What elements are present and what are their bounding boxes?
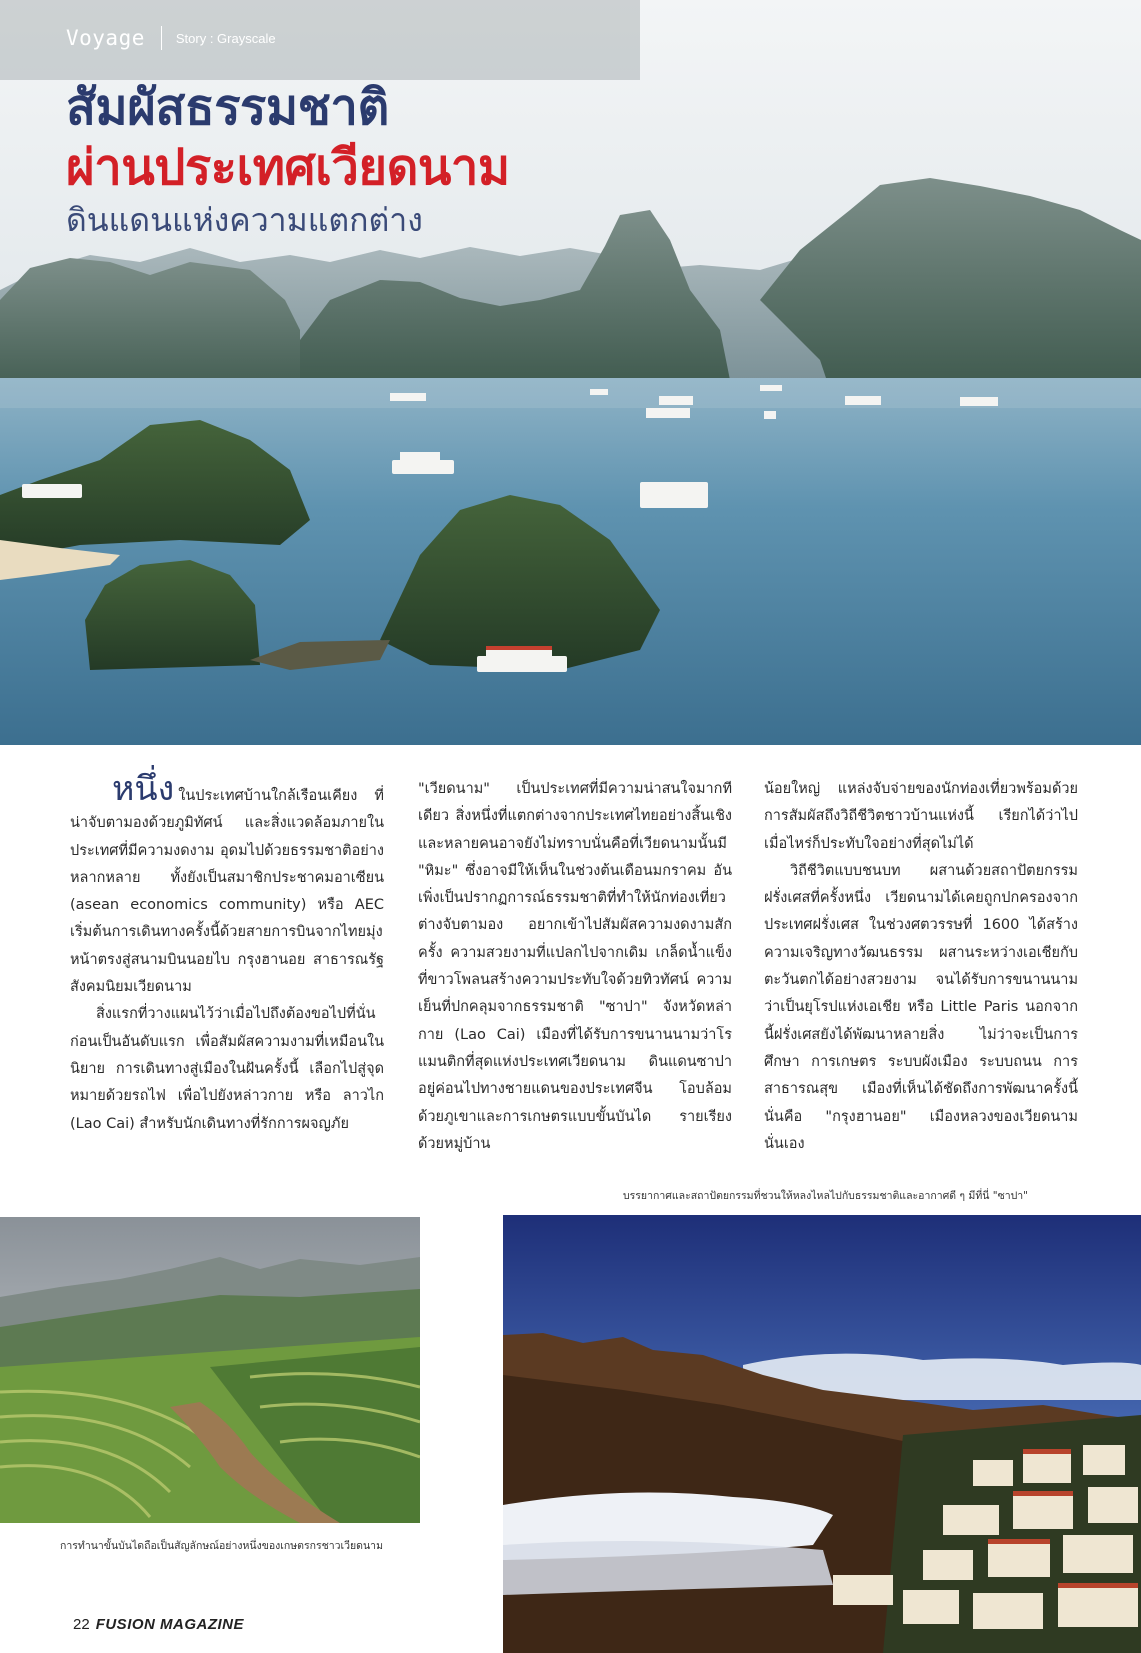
title-line-2: ผ่านประเทศเวียดนาม — [66, 139, 510, 196]
page-folio — [73, 1616, 244, 1633]
paragraph-4: น้อยใหญ่ แหล่งจับจ่ายของนักท่องเที่ยวพร้อมด้วยการสัมผัสถึงวิถีชีวิตชาวบ้านแห่งนี้ เรียกได้ว่าไปเมื่อไหร่ก็ประทับใจอย่างที่สุดไม่ได้ — [764, 781, 1078, 852]
paragraph-2: สิ่งแรกที่วางแผนไว้ว่าเมื่อไปถึงต้องขอไปที่นั่นก่อนเป็นอันดับแรก เพื่อสัมผัสความงามที่เหมือนในนิยาย การเดินทางสู่เมืองในฝันครั้งนี้ เลือกไปสู่จุดหมายด้วยรถไฟ เพื่อไปยังหล่าวกาย หรือ ลาวไก (Lao Cai) สำหรับนักเดินทางที่รักการผจญภัย — [70, 1006, 384, 1132]
article-title — [66, 78, 510, 242]
story-credit: Story : Grayscale — [175, 30, 276, 46]
article-column-2 — [418, 776, 732, 1158]
title-subtitle: ดินแดนแห่งความแตกต่าง — [66, 201, 423, 239]
magazine-name: FUSION MAGAZINE — [95, 1616, 245, 1633]
paragraph-3: "เวียดนาม" เป็นประเทศที่มีความน่าสนใจมากทีเดียว สิ่งหนึ่งที่แตกต่างจากประเทศไทยอย่างสิ้นเชิง และหลายคนอาจยังไม่ทราบนั่นคือที่เวียดนามนั้นมี "หิมะ" ซึ่งอาจมีให้เห็นในช่วงต้นเดือนมกราคม อันเพิ่งเป็นปรากฏการณ์ธรรมชาติที่ทำให้นักท่องเที่ยวต่างจับตามอง อยากเข้าไปสัมผัสความงดงามสักครั้ง ความสวยงามที่แปลกไปจากเดิม เกล็ดน้ำแข็งที่ขาวโพลนสร้างความประทับใจด้วยทิวทัศน์ ความเย็นที่ปกคลุมจากธรรมชาติ "ซาปา" จังหวัดหล่ากาย (Lao Cai) เมืองที่ได้รับการขนานนามว่าโรแมนติกที่สุดแห่งประเทศเวียดนาม ดินแดนซาปา อยู่ค่อนไปทางชายแดนของประเทศจีน โอบล้อมด้วยภูเขาและการเกษตรแบบขั้นบันได รายเรียงด้วยหมู่บ้าน — [418, 781, 732, 1152]
article-column-1 — [70, 769, 384, 1138]
title-line-1: สัมผัสธรรมชาติ — [66, 79, 389, 136]
section-tag — [66, 26, 276, 50]
paragraph-5: วิถีชีวิตแบบชนบท ผสานด้วยสถาปัตยกรรมฝรั่งเศสที่ครั้งหนึ่ง เวียดนามได้เคยถูกปกครองจากประเทศฝรั่งเศส ในช่วงศตวรรษที่ 1600 ได้สร้างความเจริญทางวัฒนธรรม ผสานระหว่างเอเชียกับตะวันตกได้อย่างสวยงาม จนได้รับการขนานนามว่าเป็นยุโรปแห่งเอเชีย หรือ Little Paris นอกจากนี้ฝรั่งเศสยังได้พัฒนาหลายสิ่ง ไม่ว่าจะเป็นการศึกษา การเกษตร ระบบผังเมือง ระบบถนน การสาธารณสุข เมืองที่เห็นได้ชัดถึงการพัฒนาครั้งนี้นั่นคือ "กรุงฮานอย" เมืองหลวงของเวียดนามนั่นเอง — [764, 862, 1078, 1152]
sapa-caption: บรรยากาศและสถาปัตยกรรมที่ชวนให้หลงไหลไปกับธรรมชาติและอากาศดี ๆ มีที่นี่ "ซาปา" — [622, 1190, 1028, 1202]
section-name: Voyage — [66, 26, 145, 50]
sapa-photo-icon — [503, 1215, 1141, 1653]
drop-word: หนึ่ง — [112, 769, 175, 809]
terrace-photo-icon — [0, 1217, 420, 1523]
article-column-3 — [764, 776, 1078, 1158]
tag-divider — [161, 26, 162, 50]
paragraph-1-text: ในประเทศบ้านใกล้เรือนเคียง ที่น่าจับตามองด้วยภูมิทัศน์ และสิ่งแวดล้อมภายในประเทศที่มีความงดงาม อุดมไปด้วยธรรมชาติอย่างหลากหลาย ทั้งยังเป็นสมาชิกประชาคมอาเซียน (asean economics community) หรือ AEC เริ่มต้นการเดินทางครั้งนี้ด้วยสายการบินจากไทยมุ่งหน้าตรงสู่สนามบินนอยไบ กรุงฮานอย สาธารณรัฐสังคมนิยมเวียดนาม — [70, 788, 384, 996]
terrace-photo — [0, 1217, 420, 1523]
paragraph-1 — [70, 769, 384, 1001]
sapa-photo — [503, 1215, 1141, 1653]
terrace-caption: การทำนาขั้นบันไดถือเป็นสัญลักษณ์อย่างหนึ่งของเกษตรกรชาวเวียดนาม — [60, 1540, 383, 1552]
page-number: 22 — [73, 1616, 90, 1633]
